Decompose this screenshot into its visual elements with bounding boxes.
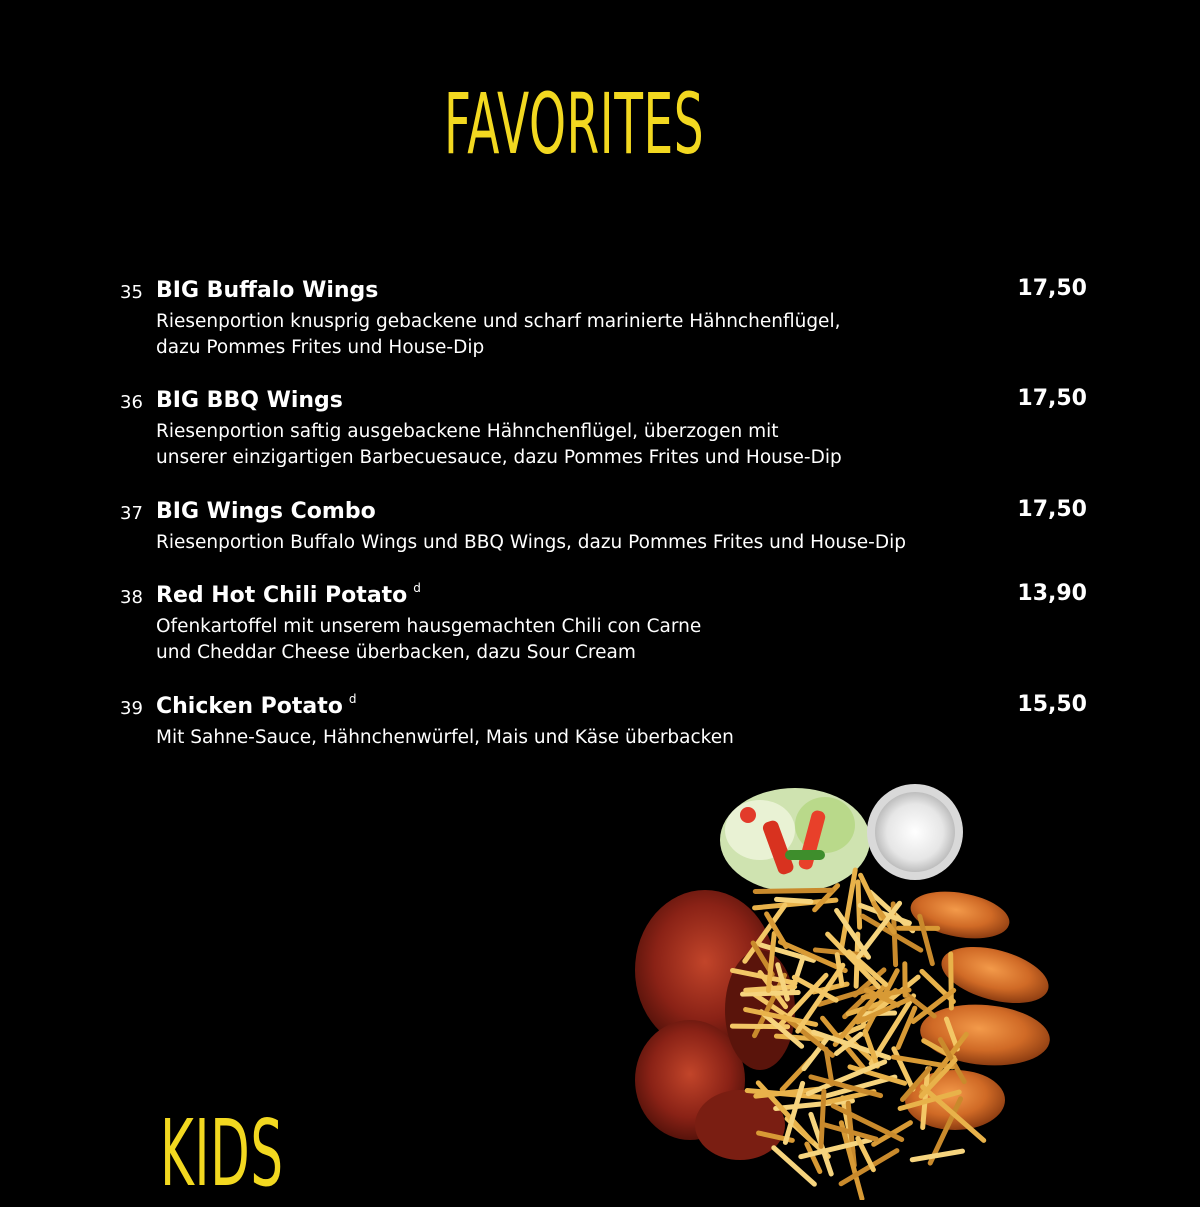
next-section-title: KIDS — [160, 1108, 284, 1200]
allergen-superscript: d — [349, 692, 357, 706]
item-price: 17,50 — [1017, 276, 1087, 301]
item-price: 15,50 — [1017, 692, 1087, 717]
item-number: 39 — [120, 698, 143, 719]
item-description: Mit Sahne-Sauce, Hähnchenwürfel, Mais und Käse überbacken — [156, 725, 734, 751]
item-name: Chicken Potato $^d$ — [156, 692, 357, 719]
item-description: Riesenportion saftig ausgebackene Hähnchenflügel, überzogen mit unserer einzigartigen Barbecuesauce, dazu Pommes Frites und House-Dip — [156, 419, 842, 471]
page-title: FAVORITES — [444, 82, 704, 166]
item-price: 17,50 — [1017, 497, 1087, 522]
fry — [755, 890, 831, 891]
item-description: Ofenkartoffel mit unserem hausgemachten Chili con Carne und Cheddar Cheese überbacken, dazu Sour Cream — [156, 614, 701, 666]
item-name: Red Hot Chili Potato $^d$ — [156, 581, 421, 608]
fry — [841, 870, 855, 952]
item-description: Riesenportion knusprig gebackene und scharf marinierte Hähnchenflügel, dazu Pommes Frites und House-Dip — [156, 309, 840, 361]
food-photo — [630, 780, 1060, 1200]
item-name: BIG BBQ Wings — [156, 386, 349, 413]
item-description: Riesenportion Buffalo Wings und BBQ Wings, dazu Pommes Frites und House-Dip — [156, 530, 906, 556]
item-number: 38 — [120, 587, 143, 608]
fry — [776, 1036, 823, 1039]
fry — [777, 899, 811, 901]
fry — [821, 1091, 824, 1146]
item-price: 13,90 — [1017, 581, 1087, 606]
allergen-superscript: d — [413, 581, 421, 595]
item-name: BIG Buffalo Wings — [156, 276, 384, 303]
fry — [743, 992, 799, 994]
dip-cup — [867, 784, 963, 880]
item-number: 37 — [120, 503, 143, 524]
item-name: BIG Wings Combo — [156, 497, 382, 524]
item-number: 35 — [120, 282, 143, 303]
item-number: 36 — [120, 392, 143, 413]
item-price: 17,50 — [1017, 386, 1087, 411]
salad — [720, 788, 870, 892]
